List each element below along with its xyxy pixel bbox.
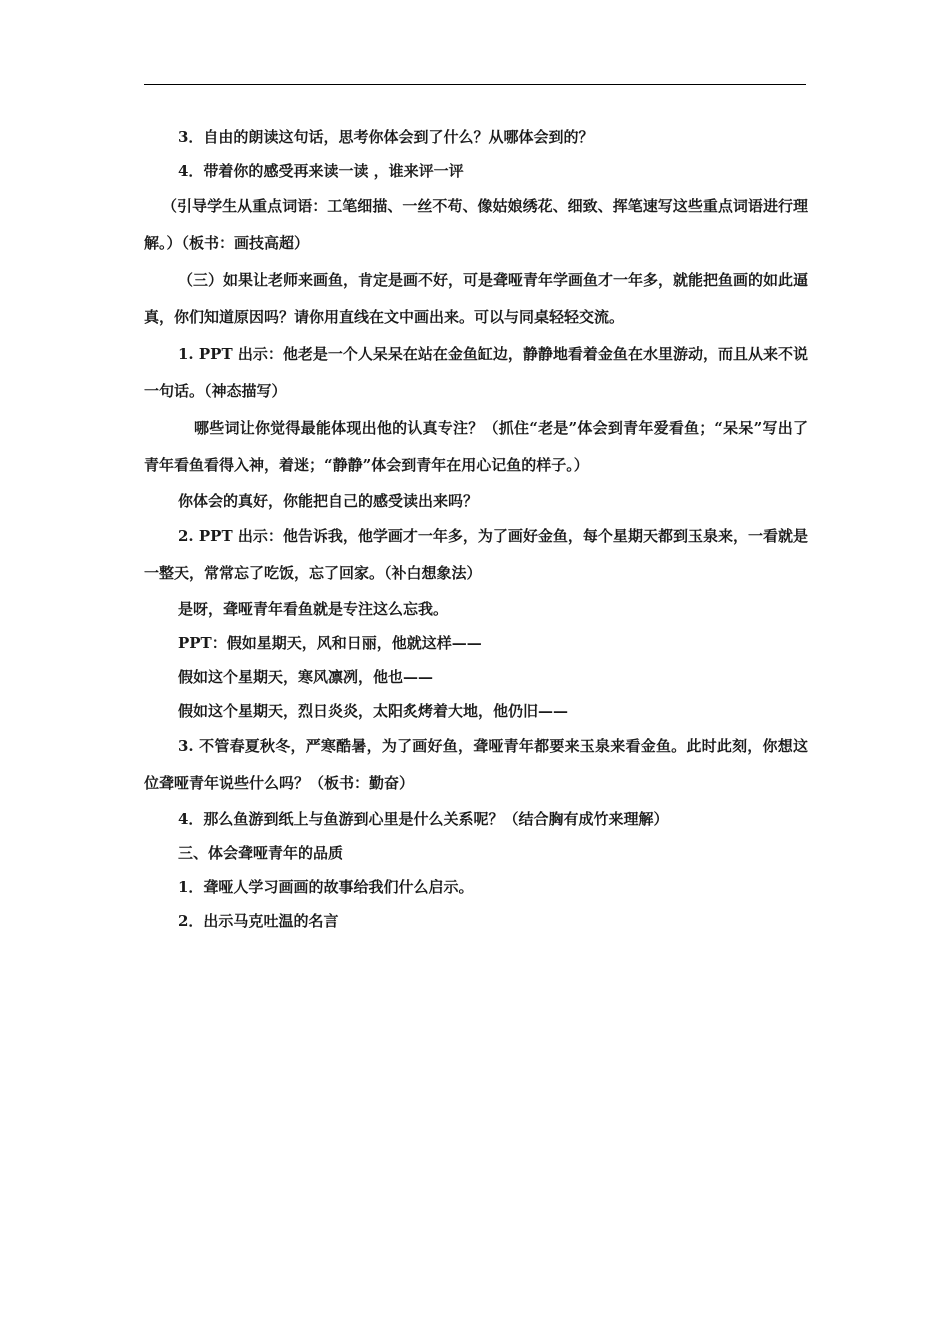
paragraph-question-4: 4．带着你的感受再来读一读 ，谁来评一评 [178, 162, 464, 180]
paragraph-cold-wind: 假如这个星期天，寒风凛冽，他也—— [178, 668, 434, 686]
paragraph-ppt-sunny: PPT：假如星期天，风和日丽，他就这样—— [178, 634, 482, 652]
paragraph-section-three: （三）如果让老师来画鱼，肯定是画不好，可是聋哑青年学画鱼才一年多，就能把鱼画的如此逼真，你们知道原因吗？请你用直线在文中画出来。可以与同桌轻轻交流。 [144, 271, 809, 326]
document-body [144, 120, 808, 938]
paragraph-inspiration: 1．聋哑人学习画画的故事给我们什么启示。 [178, 878, 474, 896]
header-rule [144, 84, 806, 85]
paragraph-question-3: 3．自由的朗读这句话，思考你体会到了什么？从哪体会到的？ [178, 128, 594, 146]
paragraph-relationship: 4．那么鱼游到纸上与鱼游到心里是什么关系呢？（结合胸有成竹来理解） [178, 810, 669, 828]
paragraph-quote: 2．出示马克吐温的名言 [178, 912, 339, 930]
paragraph-read-aloud: 你体会的真好，你能把自己的感受读出来吗？ [178, 492, 479, 510]
paragraph-question-seasons: 3. 不管春夏秋冬，严寒酷暑，为了画好鱼，聋哑青年都要来玉泉来看金鱼。此时此刻，你想这位聋哑青年说些什么吗？（板书：勤奋） [144, 737, 808, 792]
paragraph-hot-sun: 假如这个星期天，烈日炎炎，太阳炙烤着大地，他仍旧—— [178, 702, 569, 720]
paragraph-key-words-question: 哪些词让你觉得最能体现出他的认真专注？（抓住“老是”体会到青年爱看鱼；“呆呆”写出了青年看鱼看得入神，着迷；“静静”体会到青年在用心记鱼的样子。） [144, 419, 808, 474]
section-heading-three: 三、体会聋哑青年的品质 [178, 844, 344, 862]
paragraph-guide-key-words: （引导学生从重点词语：工笔细描、一丝不苟、像姑娘绣花、细致、挥笔速写这些重点词语进行理解。）（板书：画技高超） [144, 197, 808, 252]
paragraph-ppt-2: 2. PPT 出示：他告诉我，他学画才一年多，为了画好金鱼，每个星期天都到玉泉来，一看就是一整天，常常忘了吃饭，忘了回家。（补白想象法） [144, 527, 808, 582]
paragraph-focus: 是呀，聋哑青年看鱼就是专注这么忘我。 [178, 600, 449, 618]
paragraph-ppt-1: 1. PPT 出示：他老是一个人呆呆在站在金鱼缸边，静静地看着金鱼在水里游动，而且从来不说一句话。（神态描写） [144, 345, 808, 400]
